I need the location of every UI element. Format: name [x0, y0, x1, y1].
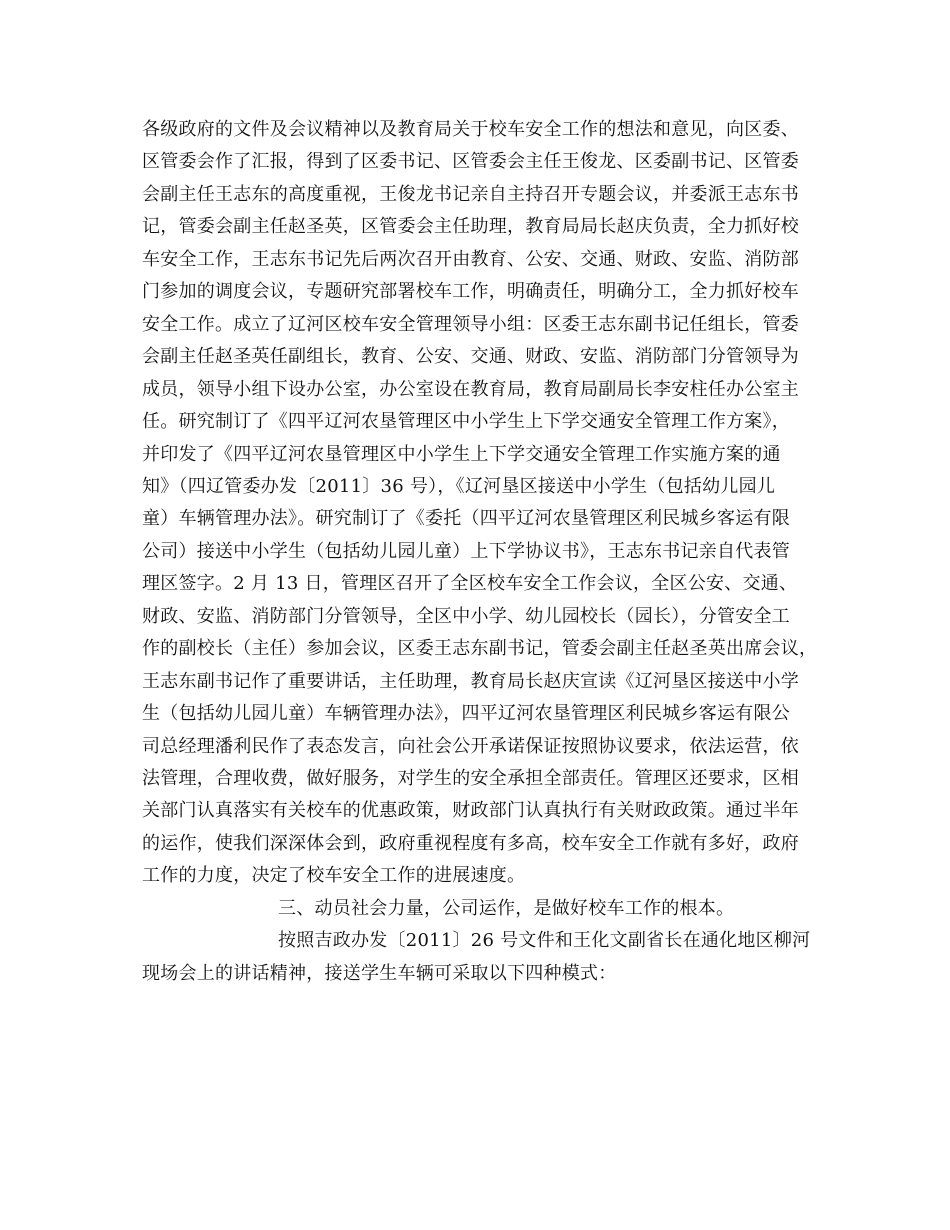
text-line: 各级政府的文件及会议精神以及教育局关于校车安全工作的想法和意见，向区委、 [142, 119, 799, 140]
text-line: 记，管委会副主任赵圣英，区管委会主任助理，教育局局长赵庆负责，全力抓好校 [142, 216, 799, 238]
text-line: 关部门认真落实有关校车的优惠政策，财政部门认真执行有关财政政策。通过半年 [142, 800, 799, 822]
text-line: 会副主任赵圣英任副组长，教育、公安、交通、财政、安监、消防部门分管领导为 [142, 346, 799, 368]
section-heading: 三、动员社会力量，公司运作，是做好校车工作的根本。 [278, 897, 735, 919]
text-line: 公司）接送中小学生（包括幼儿园儿童）上下学协议书》，王志东书记亲自代表管 [142, 540, 790, 562]
text-line: 生（包括幼儿园儿童）车辆管理办法》，四平辽河农垦管理区利民城乡客运有限公 [142, 703, 790, 725]
text-line: 司总经理潘利民作了表态发言，向社会公开承诺保证按照协议要求，依法运营，依 [142, 735, 799, 757]
text-line: 王志东副书记作了重要讲话，主任助理，教育局长赵庆宣读《辽河垦区接送中小学 [142, 670, 799, 692]
text-line: 车安全工作，王志东书记先后两次召开由教育、公安、交通、财政、安监、消防部 [142, 248, 799, 270]
text-line: 安全工作。成立了辽河区校车安全管理领导小组：区委王志东副书记任组长，管委 [142, 313, 799, 335]
text-line: 法管理，合理收费，做好服务，对学生的安全承担全部责任。管理区还要求，区相 [142, 768, 799, 789]
paragraph-first-line: 按照吉政办发〔2011〕26 号文件和王化文副省长在通化地区柳河 [278, 930, 811, 952]
text-line: 成员，领导小组下设办公室，办公室设在教育局，教育局副局长李安柱任办公室主 [142, 378, 799, 400]
text-line: 现场会上的讲话精神，接送学生车辆可采取以下四种模式： [142, 962, 617, 984]
text-line: 区管委会作了汇报，得到了区委书记、区管委会主任王俊龙、区委副书记、区管委 [142, 151, 799, 173]
text-line: 知》（四辽管委办发〔2011〕36 号），《辽河垦区接送中小学生（包括幼儿园儿 [142, 475, 776, 497]
text-line: 理区签字。2 月 13 日，管理区召开了全区校车安全工作会议，全区公安、交通、 [142, 573, 798, 595]
text-line: 会副主任王志东的高度重视，王俊龙书记亲自主持召开专题会议，并委派王志东书 [142, 183, 799, 205]
text-line: 工作的力度，决定了校车安全工作的进展速度。 [142, 865, 526, 887]
text-line: 的运作，使我们深深体会到，政府重视程度有多高，校车安全工作就有多好，政府 [142, 832, 799, 854]
text-line: 门参加的调度会议，专题研究部署校车工作，明确责任，明确分工，全力抓好校车 [142, 281, 799, 303]
text-line: 作的副校长（主任）参加会议，区委王志东副书记，管委会副主任赵圣英出席会议， [142, 638, 818, 660]
text-line: 并印发了《四平辽河农垦管理区中小学生上下学交通安全管理工作实施方案的通 [142, 443, 781, 465]
text-line: 财政、安监、消防部门分管领导，全区中小学、幼儿园校长（园长），分管安全工 [142, 605, 790, 627]
text-line: 童）车辆管理办法》。研究制订了《委托（四平辽河农垦管理区利民城乡客运有限 [142, 508, 790, 530]
text-line: 任。研究制订了《四平辽河农垦管理区中小学生上下学交通安全管理工作方案》， [142, 411, 790, 433]
